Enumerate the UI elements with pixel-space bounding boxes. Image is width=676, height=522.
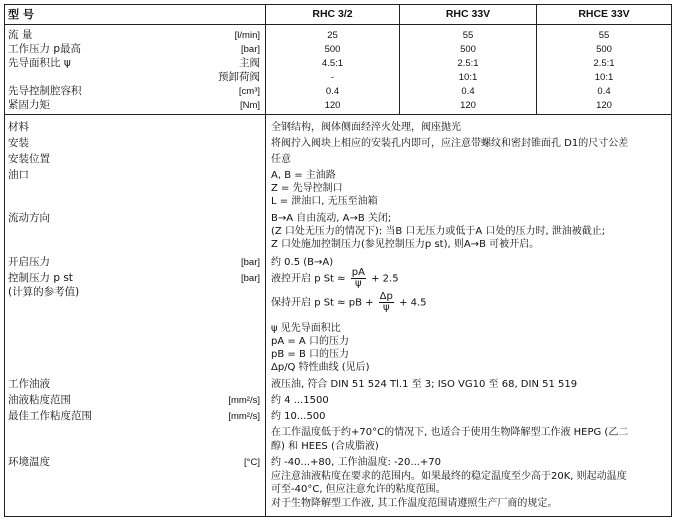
text-ambient-line: 约 -40...+80, 工作油温度: -20...+70	[271, 457, 442, 468]
text-mounting: 任意	[271, 154, 291, 165]
label-control-sublabel: (计算的参考值)	[8, 286, 80, 298]
label-ambient-temperature: 环境温度	[8, 456, 50, 468]
fraction-denominator: ψ	[355, 278, 362, 289]
table-cell: -	[330, 72, 335, 83]
formula-tail: + 2.5	[371, 273, 399, 285]
table-cell: 120	[596, 100, 612, 111]
table-cell: 2.5:1	[593, 58, 615, 69]
text-fluid: 液压油, 符合 DIN 51 524 Tl.1 至 3; ISO VG10 至 68, DIN 51 519	[271, 379, 578, 390]
formula-lhs: p St ≈	[314, 273, 346, 285]
text-bio-note: 醇) 和 HEES (合成脂液)	[271, 441, 379, 452]
row-unit: [l/min]	[234, 30, 260, 41]
fraction-denominator: ψ	[382, 302, 390, 313]
fraction-numerator: pA	[351, 267, 365, 278]
table-border-bottom	[4, 516, 672, 517]
table-cell: 10:1	[458, 72, 478, 83]
formula-prefix: 保持开启	[271, 297, 311, 309]
text-ports-line: L = 泄油口, 无压至油箱	[271, 196, 378, 207]
table-cell: 2.5:1	[457, 58, 479, 69]
unit-control-pressure: [bar]	[240, 273, 260, 284]
legend-line: pB = B 口的压力	[271, 349, 349, 360]
formula-lhs: p St ≈ pB +	[314, 297, 374, 309]
row-label-flow: 流 量	[8, 29, 33, 41]
text-flow-line: Z 口处施加控制压力(参见控制压力p st), 则A→B 可被开启。	[271, 239, 540, 250]
text-flow-line: (Z 口处无压力的情况下): 当B 口无压力或低于A 口处的压力时, 泄油被截止;	[271, 226, 606, 237]
text-viscosity: 约 4 ...1500	[271, 395, 329, 406]
column-header: RHC 33V	[445, 8, 491, 20]
table-cell: 25	[327, 30, 338, 41]
table-cell: 500	[324, 44, 341, 55]
label-flow-direction: 流动方向	[8, 212, 50, 224]
label-control-pressure: 控制压力 p st	[8, 272, 73, 284]
fraction-numerator: Δp	[379, 291, 393, 302]
row-unit: [Nm]	[239, 100, 260, 111]
label-installation: 安装	[8, 137, 29, 149]
text-ports-line: Z = 先导控制口	[271, 183, 343, 194]
formula-prefix: 液控开启	[271, 273, 311, 285]
unit-optimal-viscosity: [mm²/s]	[228, 411, 260, 422]
row-label-volume: 先导控制腔容积	[8, 85, 82, 97]
label-material: 材料	[8, 121, 29, 133]
table-border-right	[671, 4, 672, 516]
label-fluid: 工作油液	[8, 378, 50, 390]
text-opening-pressure: 约 0.5 (B→A)	[271, 257, 334, 268]
unit-ambient-temperature: [°C]	[244, 457, 260, 468]
label-viscosity: 油液粘度范围	[8, 394, 71, 406]
formula-hold-open	[271, 292, 427, 315]
formula-tail: + 4.5	[399, 297, 427, 309]
table-border-top	[4, 4, 672, 5]
row-label-pressure: 工作压力 p最高	[8, 43, 82, 55]
row-unit: 主阀	[239, 57, 260, 69]
row-label-torque: 紧固力矩	[8, 99, 50, 111]
row-label-area-ratio: 先导面积比 ψ	[8, 57, 71, 69]
section-divider	[4, 114, 672, 115]
header-label: 型 号	[8, 8, 34, 21]
text-ambient-line: 应注意油液粘度在要求的范围内。如果最终的稳定温度至少高于20K, 则起动温度	[271, 471, 627, 482]
formula-hydraulic-opening	[271, 268, 399, 291]
text-bio-note: 在工作温度低于约+70°C的情况下, 也适合于使用生物降解型工作液 HEPG (乙二	[271, 427, 629, 438]
label-opening-pressure: 开启压力	[8, 256, 50, 268]
table-cell: 0.4	[325, 86, 340, 97]
label-mounting: 安装位置	[8, 153, 50, 165]
table-cell: 4.5:1	[321, 58, 344, 69]
table-cell: 120	[324, 100, 341, 111]
unit-viscosity: [mm²/s]	[228, 395, 260, 406]
legend-line: Δp/Q 特性曲线 (见后)	[271, 362, 370, 373]
table-cell: 500	[596, 44, 612, 55]
label-optimal-viscosity: 最佳工作粘度范围	[8, 410, 92, 422]
text-ambient-line: 对于生物降解型工作液, 其工作温度范围请遵照生产厂商的规定。	[271, 498, 558, 509]
unit-opening-pressure: [bar]	[240, 257, 260, 268]
text-ports-line: A, B = 主油路	[271, 170, 336, 181]
row-unit: [bar]	[240, 44, 260, 55]
text-material: 全钢结构，阀体侧面经淬火处理，阀座抛光	[271, 122, 461, 133]
text-installation: 将阀拧入阀块上相应的安装孔内即可，应注意带螺纹和密封锥面孔 D1的尺寸公差	[271, 138, 629, 149]
table-cell: 55	[598, 30, 610, 41]
table-cell: 0.4	[597, 86, 611, 97]
legend-line: ψ 见先导面积比	[271, 323, 341, 334]
legend-line: pA = A 口的压力	[271, 336, 349, 347]
row-unit: 预卸荷阀	[218, 71, 260, 83]
formula-fraction	[351, 268, 366, 289]
column-header: RHC 3/2	[312, 8, 353, 20]
label-ports: 油口	[8, 169, 29, 181]
table-cell: 10:1	[594, 72, 614, 83]
table-border-left	[4, 4, 5, 516]
row-unit: [cm³]	[238, 86, 260, 97]
table-cell: 0.4	[461, 86, 475, 97]
text-ambient-line: 可至-40°C, 但应注意允许的粘度范围。	[271, 484, 446, 495]
header-divider	[4, 24, 672, 25]
text-flow-line: B→A 自由流动, A→B 关闭;	[271, 213, 392, 224]
table-cell: 500	[460, 44, 476, 55]
table-cell: 55	[462, 30, 474, 41]
table-cell: 120	[460, 100, 476, 111]
formula-fraction	[379, 292, 394, 313]
column-header: RHCE 33V	[578, 8, 630, 20]
text-optimal-viscosity: 约 10...500	[271, 411, 326, 422]
